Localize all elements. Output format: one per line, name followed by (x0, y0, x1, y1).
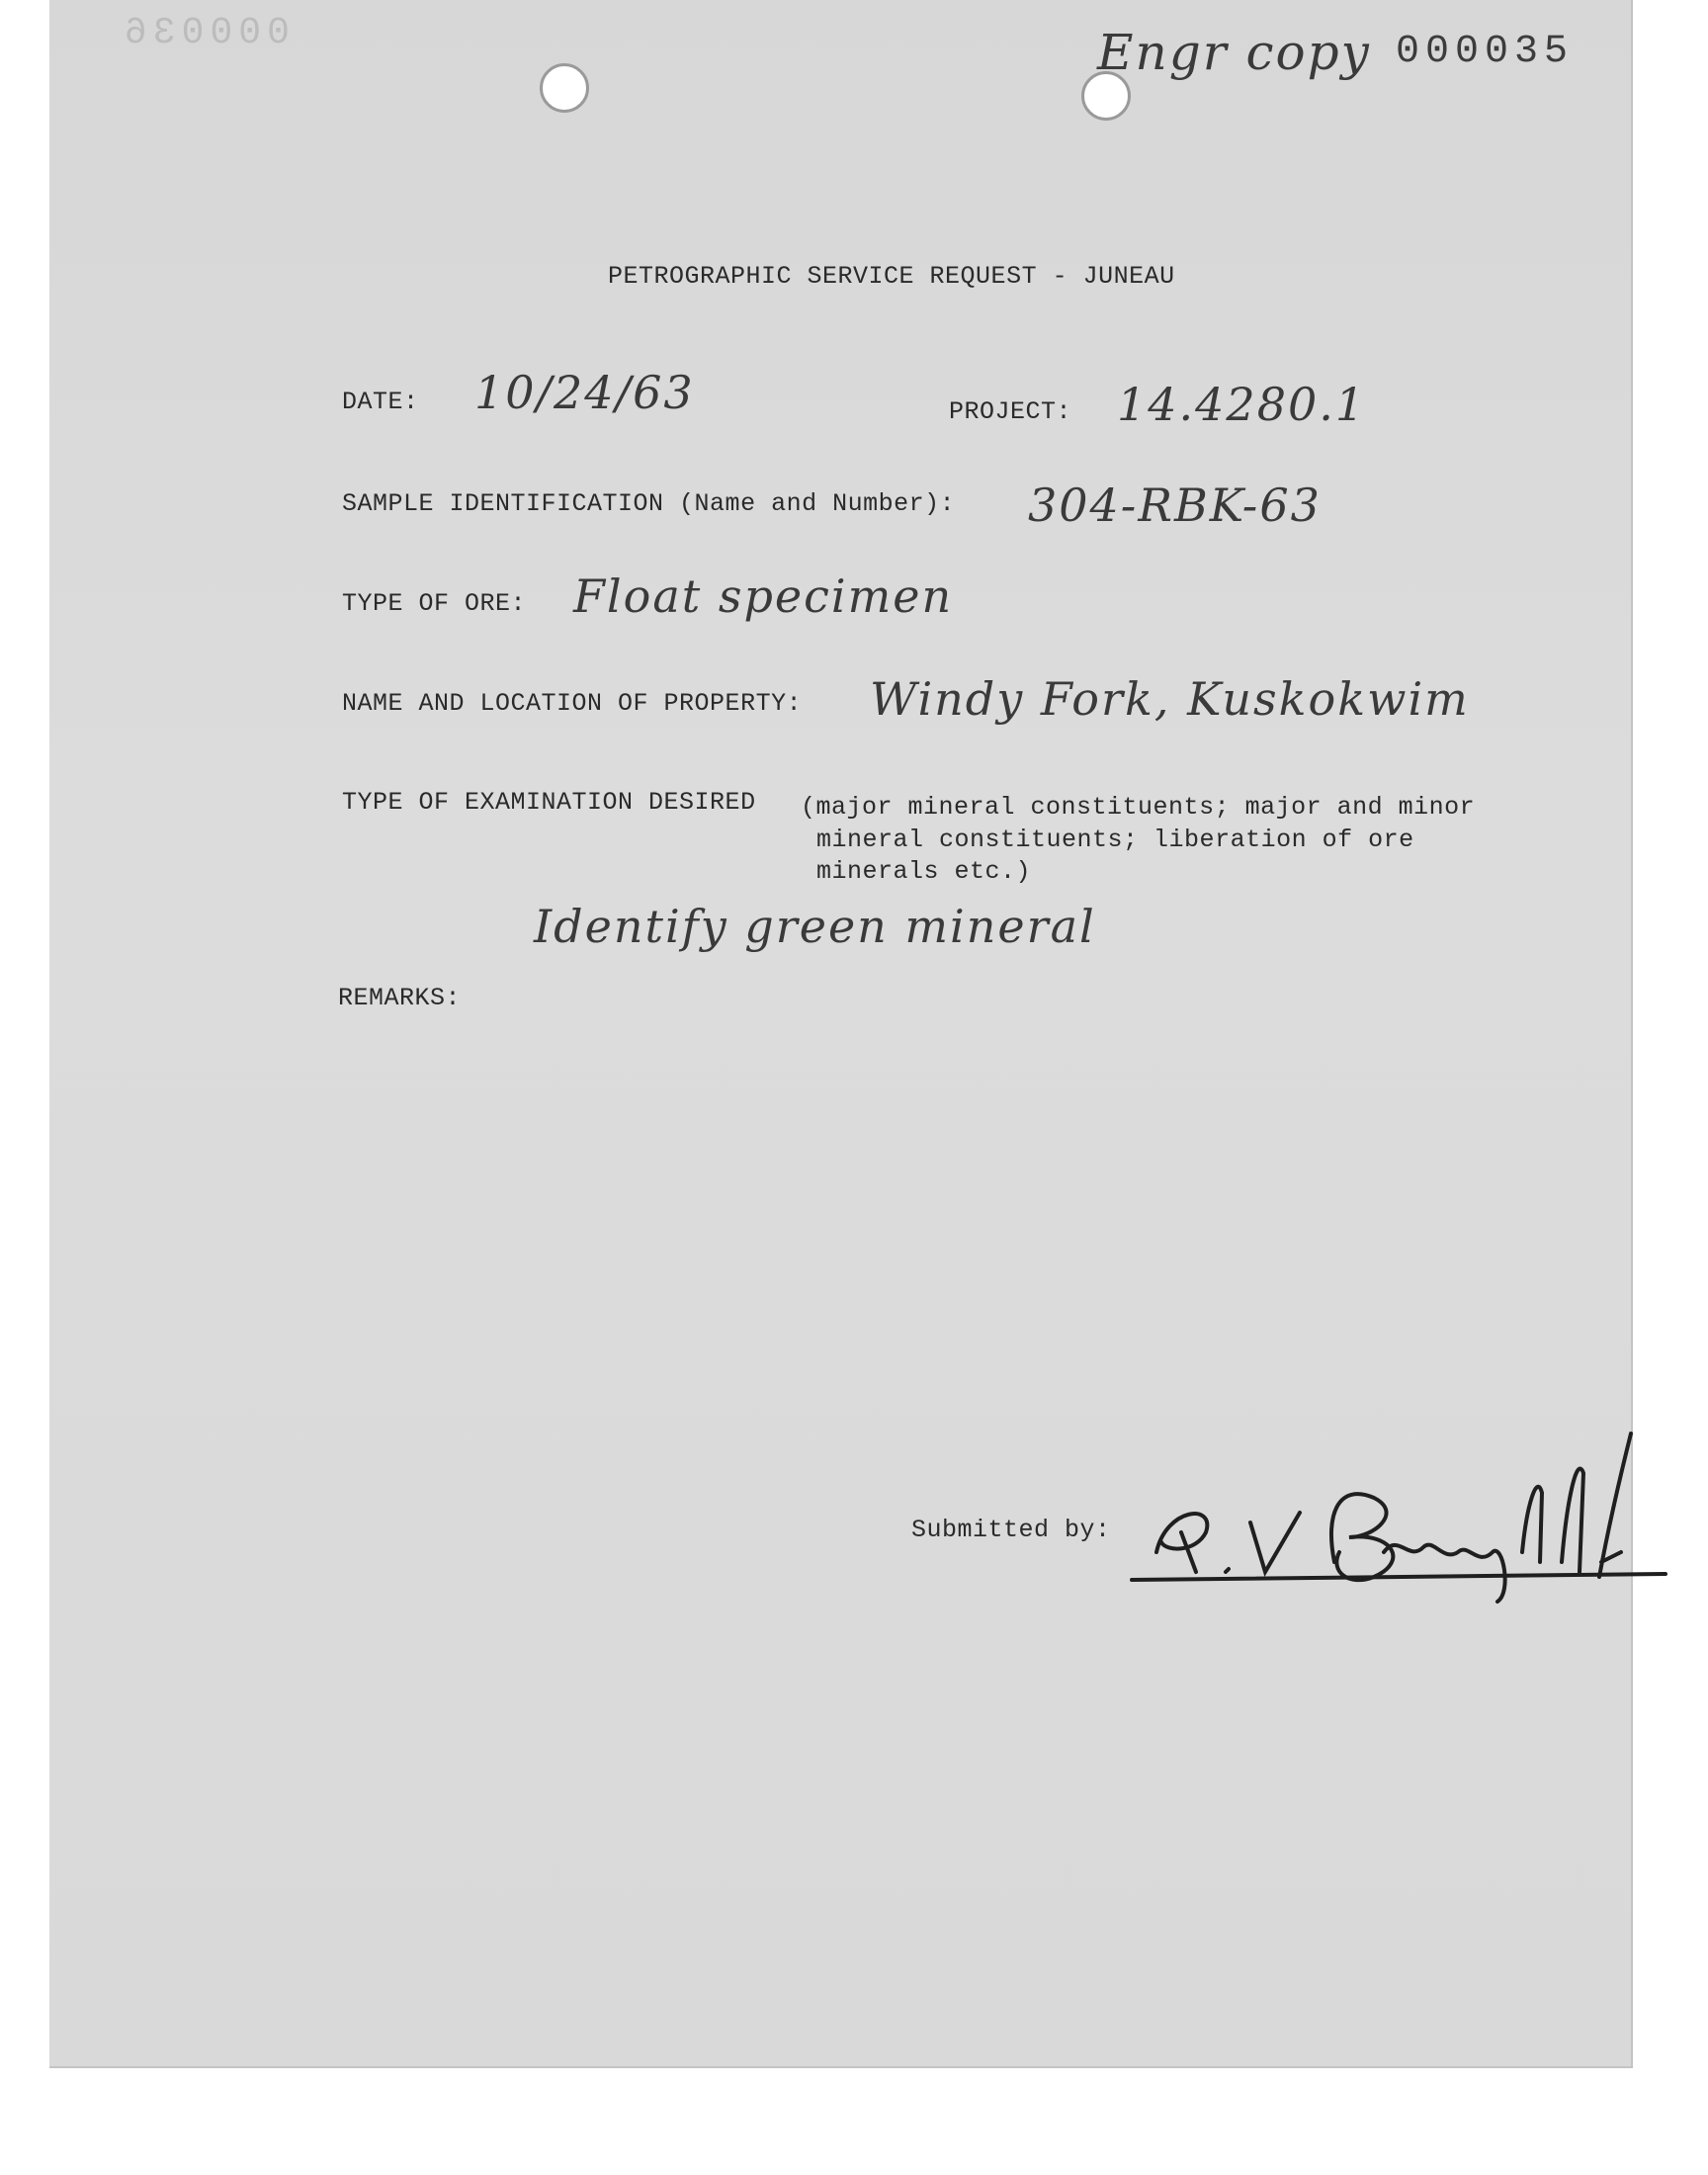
project-value: 14.4280.1 (1117, 378, 1367, 431)
remarks-label: REMARKS: (338, 984, 462, 1012)
engr-copy-note: Engr copy (1097, 24, 1371, 81)
exam-hint-line-2: mineral constituents; liberation of ore (816, 826, 1414, 854)
signature (1127, 1401, 1680, 1611)
exam-label: TYPE OF EXAMINATION DESIRED (342, 788, 756, 817)
exam-hint-line-3: minerals etc.) (816, 857, 1032, 886)
date-value: 10/24/63 (474, 366, 695, 419)
property-value: Windy Fork, Kuskokwim (870, 672, 1470, 726)
exam-value: Identify green mineral (534, 900, 1096, 953)
ore-value: Float specimen (573, 569, 954, 623)
document-number: 000035 (1396, 30, 1575, 74)
sample-value: 304-RBK-63 (1028, 478, 1322, 532)
signature-text: R.V. Berryhill (1127, 1401, 1260, 1419)
sample-label: SAMPLE IDENTIFICATION (Name and Number): (342, 489, 956, 518)
document-page (49, 0, 1633, 2068)
bleedthrough-number: 000036 (119, 12, 290, 54)
date-label: DATE: (342, 388, 419, 416)
property-label: NAME AND LOCATION OF PROPERTY: (342, 689, 803, 718)
ore-label: TYPE OF ORE: (342, 589, 527, 618)
project-label: PROJECT: (949, 397, 1072, 426)
exam-hint-line-1: (major mineral constituents; major and minor (801, 793, 1476, 822)
punch-hole-left (540, 63, 589, 113)
submitted-by-label: Submitted by: (911, 1516, 1111, 1544)
form-title: PETROGRAPHIC SERVICE REQUEST - JUNEAU (608, 262, 1175, 291)
